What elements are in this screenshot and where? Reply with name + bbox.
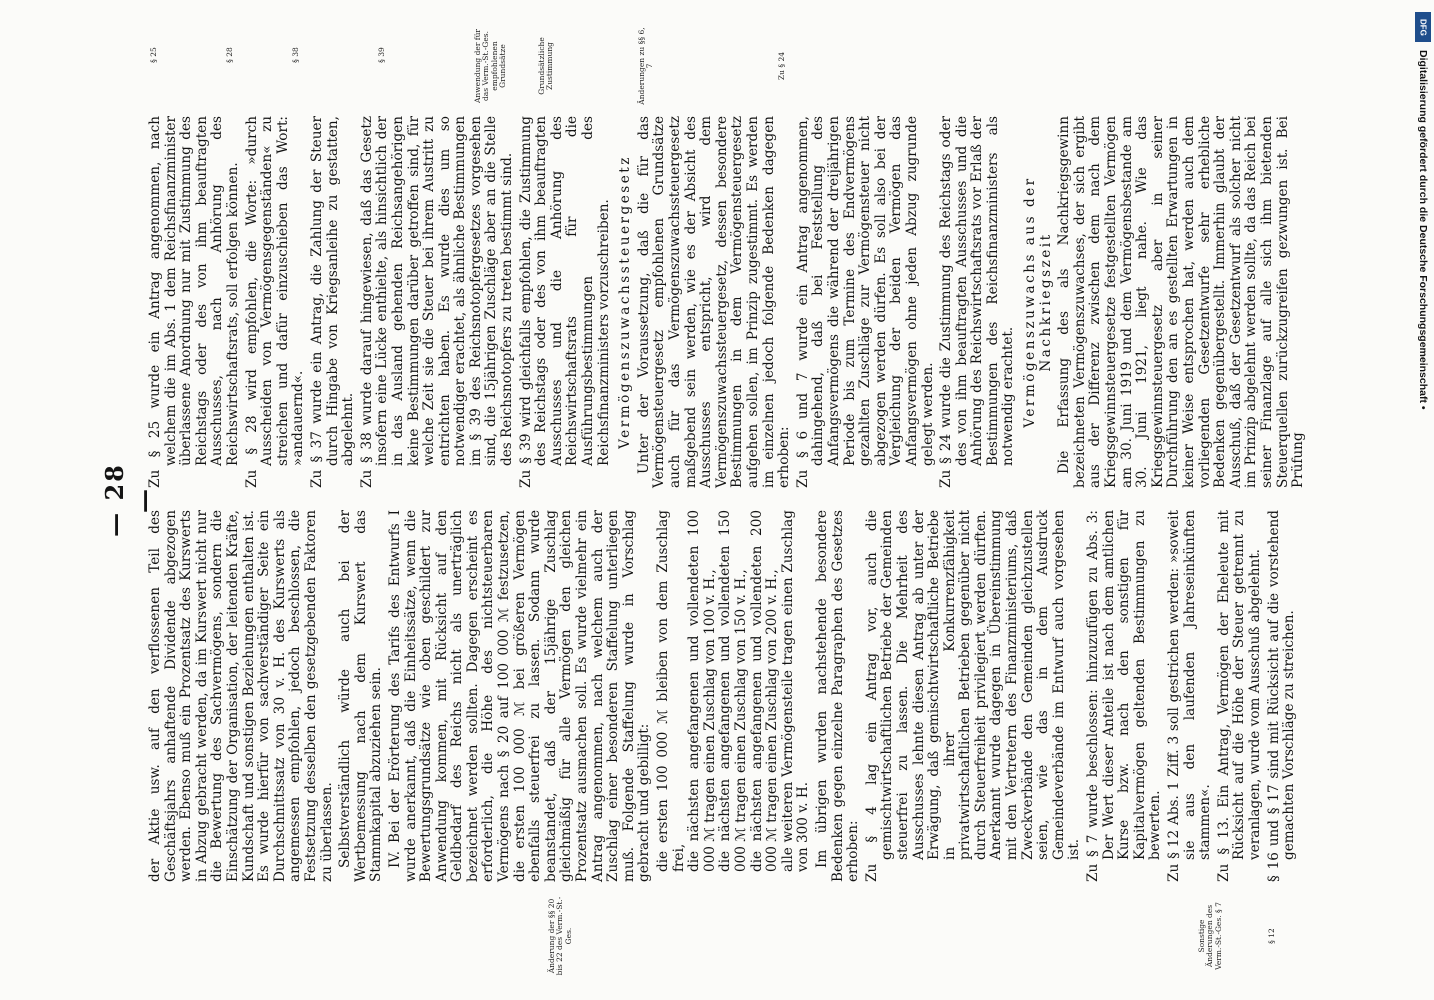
paragraph: Selbstverständlich würde auch bei der Wertbemessung nach dem Kurswert das Stammkapital abzuziehen sein.	[337, 510, 385, 882]
paragraph: Zu § 13. Ein Antrag, Vermögen der Eheleute mit Rücksicht auf die Höhe der Steuer getrennt zu veranlagen, wurde vom Ausschuß abgelehnt.	[1215, 510, 1263, 882]
paragraph: Zu § 37 wurde ein Antrag, die Zahlung der Steuer durch Hingabe von Kriegsanleihe zu gestatten, abgelehnt.	[308, 116, 357, 488]
margin-note: § 12	[1267, 928, 1276, 944]
rotated-document-page	[78, 20, 1408, 980]
margin-note: Grundsätzliche Zustimmung	[537, 37, 555, 95]
margin-note: Zu § 24	[777, 51, 786, 81]
scale-item: die ersten 100 000 ℳ bleiben von dem Zuschlag frei,	[655, 510, 687, 872]
right-text-column	[148, 116, 1307, 488]
margin-note: § 39	[377, 47, 386, 63]
paragraph: Zu § 38 wurde darauf hingewiesen, daß das Gesetz insofern eine Lücke enthielte, als hinsichtlich der in das Ausland gehenden Reichsangehörigen keine Bestimmungen darüber getroffen sind, für welche Zeit sie die Steuer bei ihrem Austritt zu entrichten haben. Es wurde dies um so notwendiger erachtet, als ähnliche Bestimmungen im § 39 des Reichsnotopfergesetzes vorgesehen sind, die 15jährigen Zuschläge aber an die Stelle des Reichsnotopfers zu treten bestimmt sind.	[358, 116, 516, 488]
margin-note: Änderung der §§ 20 bis 22 des Verm.-St.-Ges.	[547, 896, 573, 976]
paragraph: Im übrigen wurden nachstehende besondere Bedenken gegen einzelne Paragraphen des Gesetzes erhoben:	[813, 510, 862, 882]
paragraph: Unter der Voraussetzung, daß die für das Vermögensteuergesetz empfohlenen Grundsätze auch für das Vermögenszuwachssteuergesetz maßgebend sein werden, wie es der Absicht des Ausschusses entspricht, wird dem Vermögenszuwachssteuergesetz, dessen besondere Bestimmungen in dem Vermögensteuergesetz aufgehen sollen, im Prinzip zugestimmt. Es werden im einzelnen jedoch folgende Bedenken dagegen erhoben:	[635, 116, 793, 488]
paragraph: Zu § 6 und 7 wurde ein Antrag angenommen, dahingehend, daß bei Feststellung des Anfangsvermögens die während der dreijährigen Periode bis zum Termine des Endvermögens gezahlten Zuschläge zur Vermögensteuer nicht abgezogen werden dürfen. Es soll also bei der Vergleichung der beiden Vermögen das Anfangsvermögen ohne jeden Abzug zugrunde gelegt werden.	[794, 116, 936, 488]
paragraph: der Aktie usw. auf den verflossenen Teil des Geschäftsjahrs anhaftende Dividende abgezogen werden. Ebenso muß ein Prozentsatz des Kurswerts in Abzug gebracht werden, da im Kurswert nicht nur die Bewertung des Sachvermögens, sondern die Einschätzung der Organisation, der leitenden Kräfte, Kundschaft und sonstigen Beziehungen enthalten ist. Es wurde hierfür von sachverständiger Seite ein Durchschnittssatz von 30 v. H. des Kurswerts als angemessen empfohlen, jedoch beschlossen, die Festsetzung desselben den gesetzgebenden Faktoren zu überlassen.	[147, 510, 335, 882]
paragraph: IV. Bei der Erörterung des Tarifs des Entwurfs I wurde anerkannt, daß die Einheitssätze, wenn die Bewertungsgrundsätze wie oben geschildert zur Anwendung kommen, mit Rücksicht auf den Geldbedarf des Reichs nicht als unerträglich bezeichnet werden sollten. Dagegen erscheint es erforderlich, die Höhe des nichtsteuerbaren Vermögens nach § 20 auf 100 000 ℳ festzusetzen, die ersten 100 000 ℳ bei größeren Vermögen ebenfalls steuerfrei zu lassen. Sodann wurde beanstandet, daß der 15jährige Zuschlag gleichmäßig für alle Vermögen den gleichen Prozentsatz ausmachen soll. Es wurde vielmehr ein Antrag angenommen, nach welchem auch der Zuschlag einer besonderen Staffelung unterliegen muß. Folgende Staffelung wurde in Vorschlag gebracht und gebilligt:	[386, 510, 653, 882]
scale-item: die nächsten angefangenen und vollendeten 100 000 ℳ tragen einen Zuschlag von 100 v. H.,	[686, 510, 718, 872]
paragraph: § 16 und § 17 sind mit Rücksicht auf die vorstehend gemachten Vorschläge zu streichen.	[1265, 510, 1298, 882]
digitization-notice: Digitalisierung gefördert durch die Deutsche Forschungsgemeinschaft •	[1417, 50, 1429, 410]
margin-note: § 28	[225, 47, 234, 63]
scale-item: alle weiteren Vermögensteile tragen einen Zuschlag von 300 v. H.	[779, 510, 812, 872]
margin-note: § 38	[291, 47, 300, 63]
section-heading: Vermögenszuwachssteuergesetz	[617, 155, 634, 449]
page-number: — 28 —	[100, 463, 158, 537]
left-text-column	[148, 510, 1298, 882]
paragraph: Zu § 7 wurde beschlossen: hinzuzufügen zu Abs. 3: Der Wert dieser Anteile ist nach dem amtlichen Kurse bzw. nach den sonstigen für Kapitalvermögen geltenden Bestimmungen zu bewerten.	[1085, 510, 1164, 882]
paragraph: Zu § 25 wurde ein Antrag angenommen, nach welchem die im Abs. 1 dem Reichsfinanzminister überlassene Anordnung nur mit Zustimmung des Reichstags oder des von ihm beauftragten Ausschusses, nach Anhörung des Reichswirtschaftsrats, soll erfolgen können.	[147, 116, 241, 488]
paragraph: Die Erfassung des als Nachkriegsgewinn bezeichneten Vermögenszuwachses, der sich ergibt aus der Differenz zwischen dem nach dem Kriegsgewinnsteuergesetze festgestellten Vermögen am 30. Juni 1919 und dem Vermögensbestande am 30. Juni 1921, liegt nahe. Wie das Kriegsgewinnsteuergesetz aber in seiner Durchführung den an es gestellten Erwartungen in keiner Weise entsprochen hat, werden auch dem vorliegenden Gesetzentwurfe sehr erhebliche Bedenken gegenübergestellt. Immerhin glaubt der Ausschuß, daß der Gesetzentwurf als solcher nicht im Prinzip abgelehnt werden sollte, da das Reich bei seiner Finanzlage auf alle sich ihm bietenden Steuerquellen zurückzugreifen gezwungen ist. Bei Prüfung	[1056, 116, 1307, 488]
paragraph: Zu § 12 Abs. 1 Ziff. 3 soll gestrichen werden: »soweit sie aus den laufenden Jahreseinkünften stammen«.	[1166, 510, 1214, 882]
paragraph: Zu § 24 wurde die Zustimmung des Reichstags oder des von ihm beauftragten Ausschusses und die Anhörung des Reichswirtschaftsrats vor Erlaß der Bestimmungen des Reichsfinanzministers als notwendig erachtet.	[938, 116, 1017, 488]
paragraph: Zu § 4 lag ein Antrag vor, auch die gemischtwirtschaftlichen Betriebe der Gemeinden steuerfrei zu lassen. Die Mehrheit des Ausschusses lehnte diesen Antrag ab unter der Erwägung, daß gemischtwirtschaftliche Betriebe in ihrer Konkurrenzfähigkeit privatwirtschaftlichen Betrieben gegenüber nicht durch Steuerfreiheit privilegiert werden dürften. Anerkannt wurde dagegen in Übereinstimmung mit den Vertretern des Finanzministeriums, daß Zweckverbände den Gemeinden gleichzustellen seien, wie das in dem Ausdruck Gemeindeverbände im Entwurf auch vorgesehen ist.	[863, 510, 1083, 882]
section-heading: Vermögenszuwachs aus der Nachkriegszeit	[1022, 176, 1054, 428]
paragraph: Zu § 28 wird empfohlen, die Worte: »durch Ausscheiden von Vermögensgegenständen« zu streichen und dafür einzuschieben das Wort: »andauernd«.	[243, 116, 307, 488]
margin-note: Sonstige Änderungen des Verm.-St.-Ges. § 7	[1197, 902, 1223, 970]
margin-note: Änderungen zu §§ 6, 7	[637, 27, 655, 105]
digitization-notice-strip	[1414, 6, 1432, 996]
margin-note: § 25	[149, 47, 158, 63]
scale-item: die nächsten angefangenen und vollendeten 150 000 ℳ tragen einen Zuschlag von 150 v. H.,	[717, 510, 749, 872]
dfg-logo: DFG	[1415, 12, 1431, 42]
paragraph: Zu § 39 wird gleichfalls empfohlen, die Zustimmung des Reichstags oder des von ihm beauftragten Ausschusses und die Anhörung des Reichswirtschaftsrats für die Ausführungsbestimmungen des Reichsfinanzministers vorzuschreiben.	[517, 116, 612, 488]
scale-item: die nächsten angefangenen und vollendeten 200 000 ℳ tragen einen Zuschlag von 200 v. H.,	[748, 510, 781, 872]
margin-note: Anwendung der für das Verm.-St.-Ges. empfohlenen Grundsätze	[473, 29, 508, 103]
